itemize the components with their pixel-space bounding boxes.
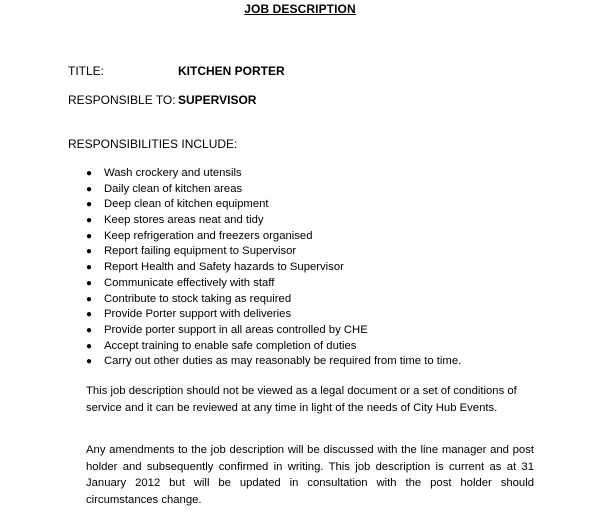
list-item-text: Report failing equipment to Supervisor (104, 245, 297, 258)
responsible-to-label: RESPONSIBLE TO: (68, 93, 176, 107)
list-item-text: Keep stores areas neat and tidy (104, 214, 264, 227)
list-item-text: Daily clean of kitchen areas (104, 182, 243, 195)
list-item-text: Deep clean of kitchen equipment (104, 198, 269, 211)
bullet-icon: ● (86, 340, 93, 352)
list-item (86, 339, 461, 355)
responsibilities-list (86, 166, 461, 370)
title-field-row (68, 64, 285, 78)
list-item-text: Provide porter support in all areas controlled by CHE (104, 323, 368, 336)
bullet-icon: ● (86, 309, 93, 321)
bullet-icon: ● (86, 230, 93, 242)
responsible-to-value: SUPERVISOR (178, 93, 257, 107)
list-item (86, 292, 461, 308)
legal-disclaimer-paragraph: This job description should not be viewed as a legal document or a set of conditions of service and it can be reviewed at any time in light of the needs of City Hub Events. (86, 385, 517, 414)
responsible-to-field-row (68, 93, 256, 107)
list-item (86, 182, 461, 198)
title-value: KITCHEN PORTER (178, 64, 285, 78)
list-item-text: Wash crockery and utensils (104, 167, 242, 179)
responsibilities-heading: RESPONSIBILITIES INCLUDE: (68, 137, 238, 151)
bullet-icon: ● (86, 356, 93, 368)
list-item (86, 213, 461, 229)
bullet-icon: ● (86, 199, 93, 211)
bullet-icon: ● (86, 215, 93, 227)
list-item (86, 276, 461, 292)
bullet-icon: ● (86, 262, 93, 274)
list-item-text: Report Health and Safety hazards to Supervisor (104, 261, 344, 274)
list-item (86, 229, 461, 245)
list-item-text: Carry out other duties as may reasonably be required from time to time. (104, 355, 462, 368)
list-item (86, 260, 461, 276)
list-item-text: Contribute to stock taking as required (104, 292, 292, 305)
document-title: JOB DESCRIPTION (244, 2, 356, 16)
bullet-icon: ● (86, 183, 93, 195)
bullet-icon: ● (86, 324, 93, 336)
list-item (86, 354, 461, 370)
bullet-icon: ● (86, 246, 93, 258)
list-item (86, 244, 461, 260)
list-item (86, 307, 461, 323)
list-item (86, 166, 461, 182)
bullet-icon: ● (86, 168, 93, 179)
bullet-icon: ● (86, 277, 93, 289)
list-item-text: Communicate effectively with staff (104, 276, 275, 289)
amendments-paragraph: Any amendments to the job description will be discussed with the line manager and post holder and subsequently confirmed in writing. This job description is current as at 31 January 2012 but will be updated in consultation with the post holder should circumstances change. (86, 444, 534, 506)
list-item-text: Keep refrigeration and freezers organised (104, 229, 313, 242)
list-item (86, 197, 461, 213)
list-item-text: Accept training to enable safe completion of duties (104, 339, 357, 352)
list-item-text: Provide Porter support with deliveries (104, 308, 292, 321)
title-label: TITLE: (68, 64, 105, 78)
bullet-icon: ● (86, 293, 93, 305)
list-item (86, 323, 461, 339)
